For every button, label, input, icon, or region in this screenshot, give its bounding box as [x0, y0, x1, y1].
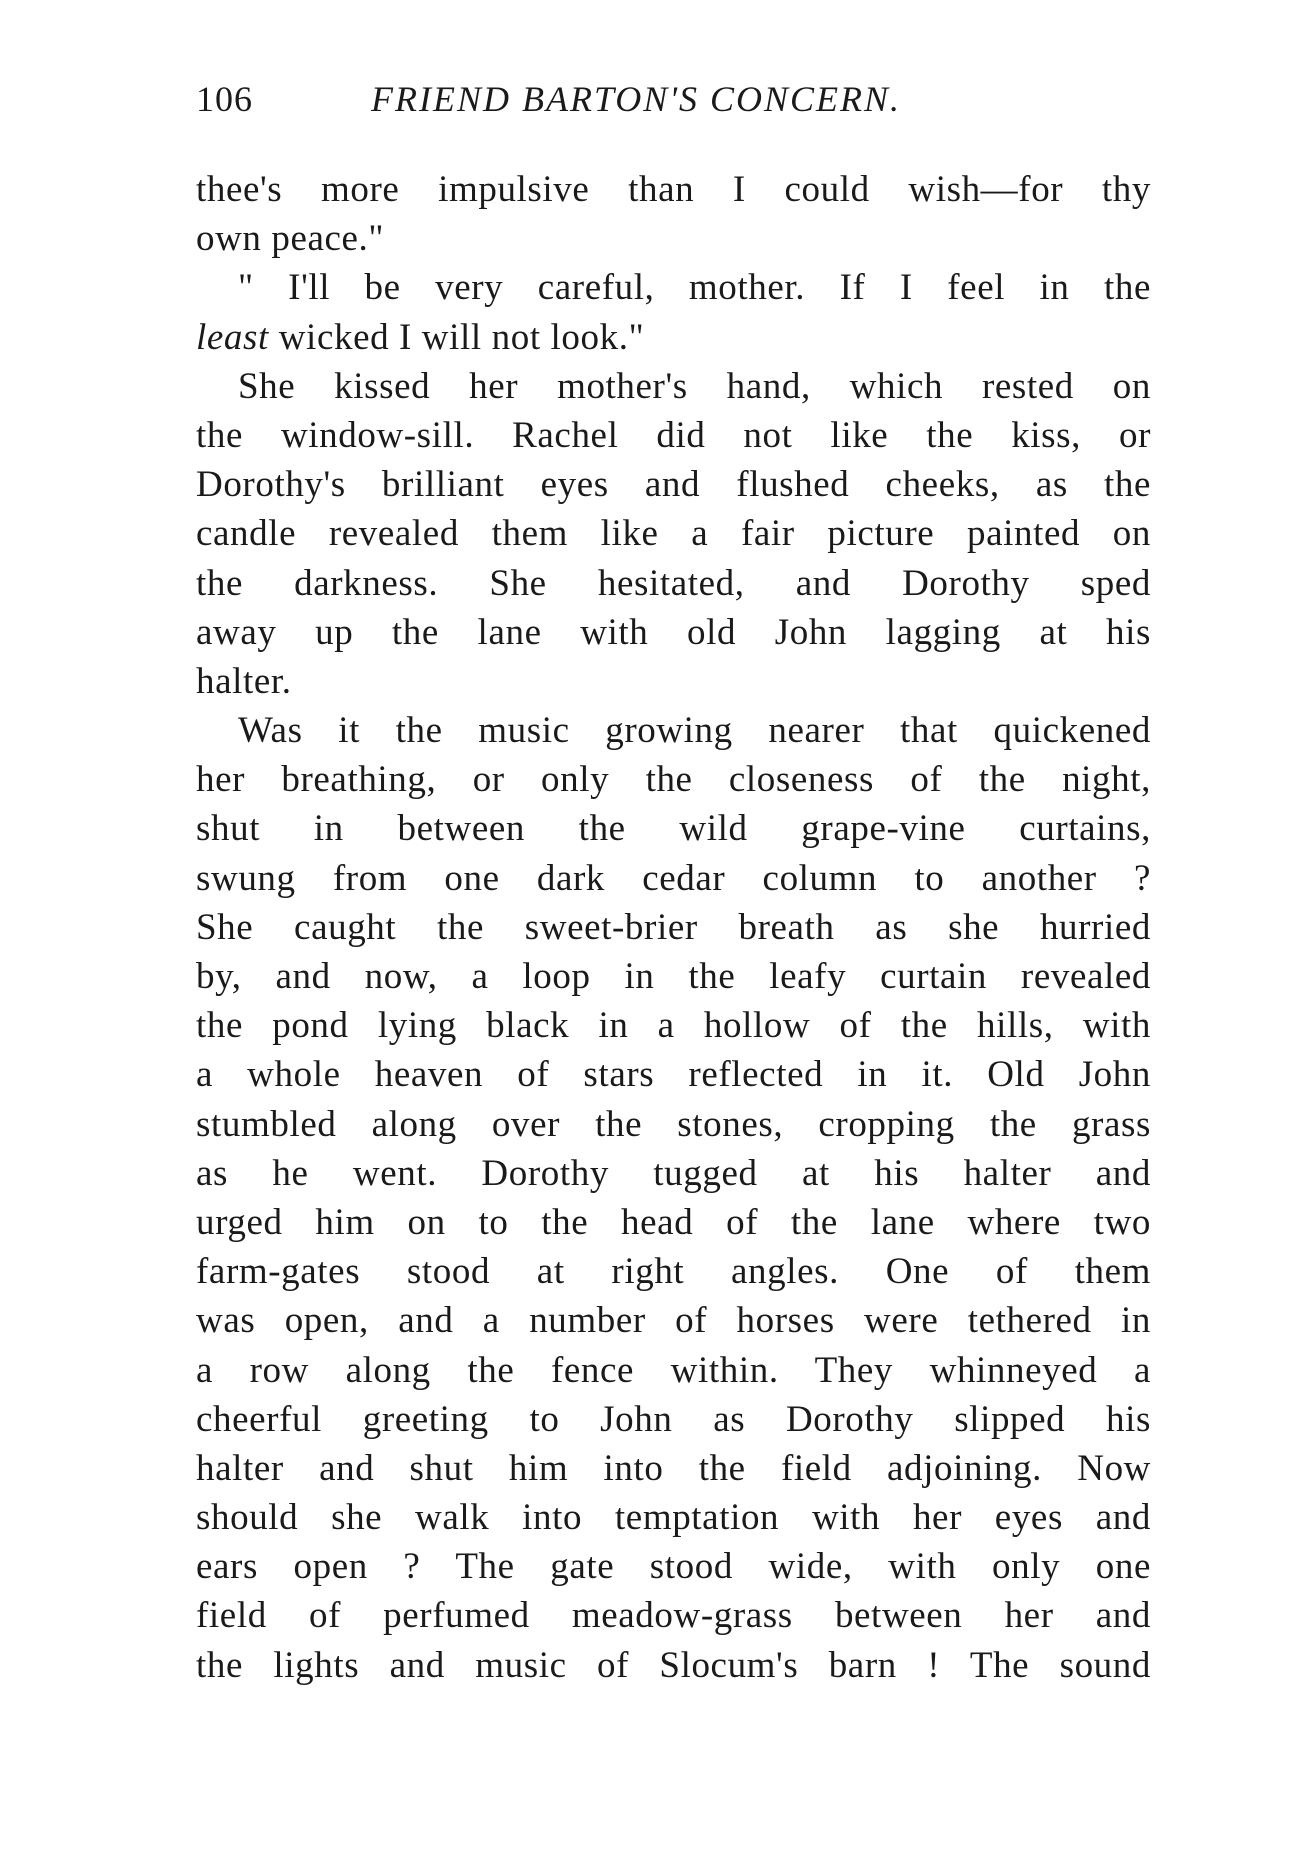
page-header: [196, 78, 1151, 128]
text-line: She kissed her mother's hand, which rested on: [238, 365, 1151, 407]
text-line: the darkness. She hesitated, and Dorothy sped: [196, 562, 1151, 604]
text-line: own peace.": [196, 218, 385, 260]
text-line: candle revealed them like a fair picture painted on: [196, 513, 1151, 555]
text-line: " I'll be very careful, mother. If I feel in the: [238, 267, 1151, 309]
text-line: Dorothy's brilliant eyes and flushed cheeks, as the: [196, 464, 1151, 506]
text-line: away up the lane with old John lagging at his: [196, 611, 1151, 653]
text-line: was open, and a number of horses were tethered in: [196, 1300, 1151, 1342]
text-line: field of perfumed meadow-grass between her and: [196, 1595, 1151, 1637]
text-line: swung from one dark cedar column to another ?: [196, 857, 1151, 899]
text-line: the lights and music of Slocum's barn ! The sound: [196, 1644, 1151, 1686]
text-line: the window-sill. Rachel did not like the kiss, or: [196, 414, 1151, 456]
page-number: 106: [196, 79, 253, 119]
text-line: a whole heaven of stars reflected in it. Old John: [196, 1054, 1151, 1096]
text-line: [196, 313, 1151, 362]
text-line: a row along the fence within. They whinneyed a: [196, 1349, 1151, 1391]
text-line: urged him on to the head of the lane where two: [196, 1201, 1151, 1243]
italic-word: least: [196, 316, 269, 358]
running-title: FRIEND BARTON'S CONCERN.: [371, 79, 902, 119]
text-line: Was it the music growing nearer that quickened: [238, 710, 1151, 752]
text-line: farm-gates stood at right angles. One of them: [196, 1251, 1151, 1293]
text-line: stumbled along over the stones, cropping the grass: [196, 1103, 1151, 1145]
body-text: [196, 165, 1151, 1690]
text-line: thee's more impulsive than I could wish—for thy: [196, 169, 1151, 210]
text-line: as he went. Dorothy tugged at his halter and: [196, 1152, 1151, 1194]
text-line: by, and now, a loop in the leafy curtain revealed: [196, 956, 1151, 997]
text-segment: wicked I will not look.": [268, 316, 645, 358]
text-line: She caught the sweet-brier breath as she hurried: [196, 906, 1151, 948]
text-line: her breathing, or only the closeness of the night,: [196, 759, 1151, 801]
text-line: halter and shut him into the field adjoining. Now: [196, 1447, 1151, 1489]
text-line: shut in between the wild grape-vine curtains,: [196, 808, 1151, 850]
text-line: should she walk into temptation with her eyes and: [196, 1497, 1151, 1539]
text-line: ears open ? The gate stood wide, with only one: [196, 1546, 1151, 1588]
text-line: cheerful greeting to John as Dorothy slipped his: [196, 1398, 1151, 1440]
text-line: halter.: [196, 660, 292, 702]
text-line: the pond lying black in a hollow of the hills, with: [196, 1005, 1151, 1047]
